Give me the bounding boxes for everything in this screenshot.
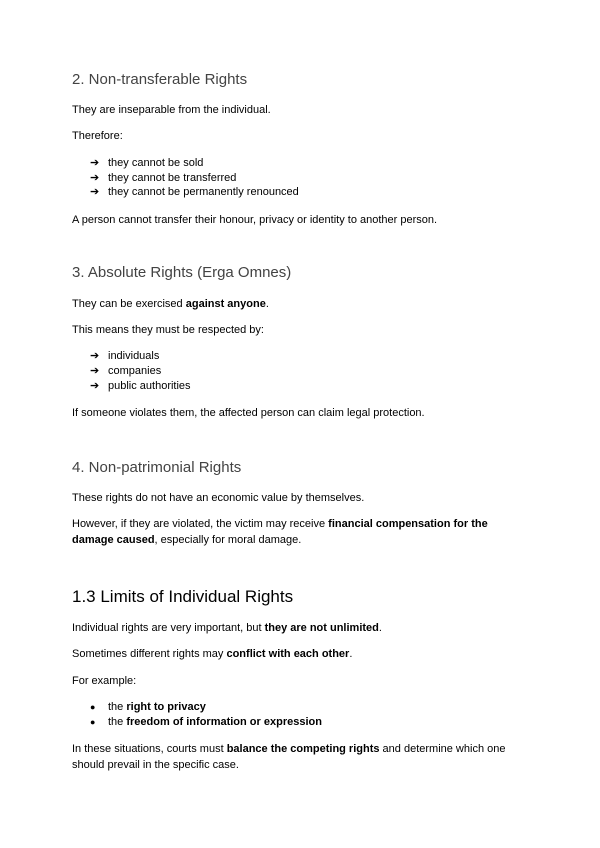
paragraph-conflict: Sometimes different rights may conflict with each other. — [72, 648, 353, 660]
list-item: ➔ public authorities — [90, 380, 191, 392]
arrow-bullet-icon: ➔ — [90, 186, 100, 198]
paragraph-respected-by: This means they must be respected by: — [72, 324, 264, 336]
paragraph-exercised-against: They can be exercised against anyone. — [72, 298, 269, 310]
list-item: ➔ they cannot be transferred — [90, 172, 237, 184]
list-item: ➔ they cannot be sold — [90, 157, 204, 169]
paragraph-for-example: For example: — [72, 675, 137, 687]
dot-bullet-icon: ● — [90, 702, 96, 712]
paragraph-not-unlimited: Individual rights are very important, but they are not unlimited. — [72, 622, 382, 634]
list-item: ➔ individuals — [90, 350, 160, 362]
list-item: ➔ they cannot be permanently renounced — [90, 186, 299, 198]
list-item: ➔ companies — [90, 365, 162, 377]
arrow-bullet-icon: ➔ — [90, 380, 100, 392]
paragraph-inseparable: They are inseparable from the individual. — [72, 104, 271, 116]
list-item: ● the freedom of information or expression — [90, 716, 322, 728]
paragraph-transfer-example: A person cannot transfer their honour, privacy or identity to another person. — [72, 214, 438, 226]
arrow-bullet-icon: ➔ — [90, 172, 100, 184]
heading-non-patrimonial-rights: 4. Non-patrimonial Rights — [72, 459, 242, 476]
arrow-bullet-icon: ➔ — [90, 365, 100, 377]
paragraph-legal-protection: If someone violates them, the affected person can claim legal protection. — [72, 407, 425, 419]
paragraph-therefore: Therefore: — [72, 130, 123, 142]
paragraph-economic-value: These rights do not have an economic value by themselves. — [72, 492, 365, 504]
heading-limits-individual-rights: 1.3 Limits of Individual Rights — [72, 587, 294, 606]
paragraph-courts-balance: In these situations, courts must balance the competing rights and determine which one should prevail in the specific case. — [72, 743, 506, 771]
heading-non-transferable-rights: 2. Non-transferable Rights — [72, 71, 248, 88]
paragraph-compensation: However, if they are violated, the victim may receive financial compensation for the damage caused, especially for moral damage. — [72, 518, 488, 546]
arrow-bullet-icon: ➔ — [90, 350, 100, 362]
heading-absolute-rights: 3. Absolute Rights (Erga Omnes) — [72, 264, 292, 281]
list-item: ● the right to privacy — [90, 701, 206, 713]
dot-bullet-icon: ● — [90, 717, 96, 727]
arrow-bullet-icon: ➔ — [90, 157, 100, 169]
